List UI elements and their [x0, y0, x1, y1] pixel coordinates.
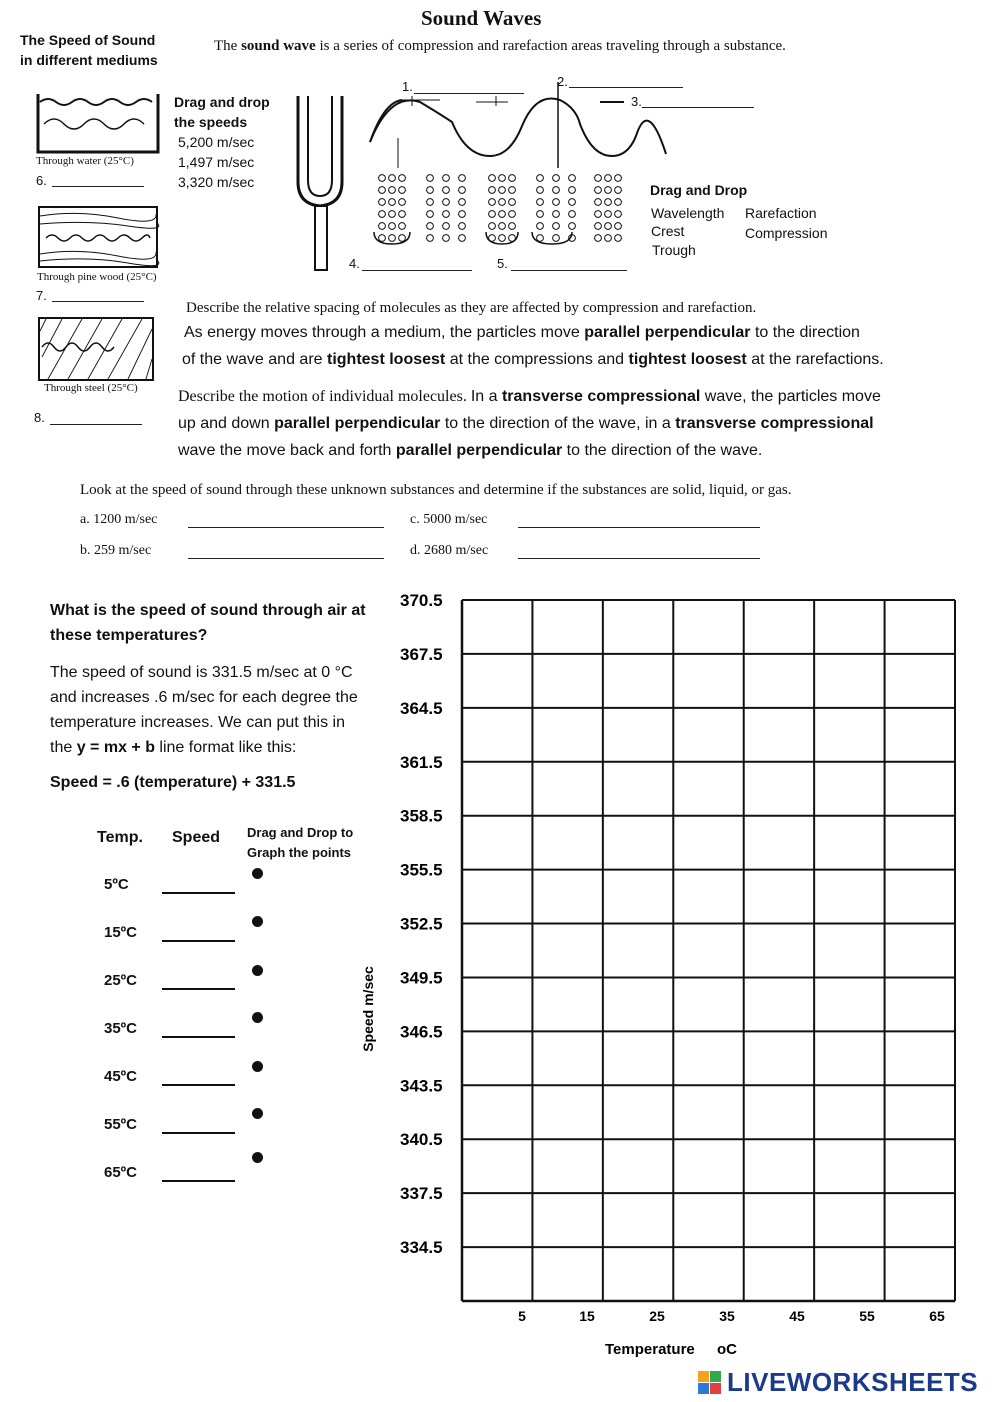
speed-option-5200[interactable]: 5,200 m/sec	[178, 134, 255, 150]
y-tick-label: 370.5	[400, 591, 443, 610]
choice-tightest[interactable]: tightest	[327, 351, 385, 368]
steel-illustration	[38, 317, 154, 381]
wave-blank-4[interactable]	[362, 270, 472, 271]
air-question: What is the speed of sound through air at these temperatures?	[50, 602, 366, 644]
answer-6-label: 6.	[36, 173, 47, 188]
temp-label: 25ºC	[104, 972, 137, 989]
wave-blank-1[interactable]	[414, 93, 524, 94]
speed-answer-blank[interactable]	[162, 1132, 235, 1134]
spacing-prompt: Describe the relative spacing of molecules as they are affected by compression and rarefaction.	[186, 300, 757, 316]
speed-temperature-graph[interactable]	[360, 585, 985, 1365]
y-tick-label: 334.5	[400, 1238, 443, 1258]
draggable-point[interactable]	[252, 1012, 263, 1023]
wave-blank-5[interactable]	[511, 270, 627, 271]
term-crest[interactable]: Crest	[651, 223, 685, 239]
speed-answer-blank[interactable]	[162, 940, 235, 942]
x-tick-label: 25	[649, 1308, 665, 1324]
y-tick-label: 352.5	[400, 914, 443, 934]
intro-text: The sound wave is a series of compression and rarefaction areas traveling through a substance.	[214, 38, 786, 54]
y-axis-label: Speed m/sec	[360, 966, 376, 1052]
drag-dots-instruction: Drag and Drop to Graph the points	[247, 825, 354, 860]
x-tick-label: 65	[929, 1308, 945, 1324]
spacing-line-2: of the wave and are tightest loosest at the compressions and tightest loosest at the rarefactions.	[182, 351, 884, 368]
answer-7-blank[interactable]	[52, 301, 144, 302]
y-tick-label: 340.5	[400, 1130, 443, 1150]
wood-caption: Through pine wood (25°C)	[37, 271, 157, 283]
motion-line-1: Describe the motion of individual molecules. In a transverse compressional wave, the particles move	[178, 388, 881, 405]
y-tick-label: 364.5	[400, 698, 443, 718]
choice-parallel-3[interactable]: parallel	[395, 442, 452, 459]
y-tick-label: 346.5	[400, 1022, 443, 1042]
mediums-heading: The Speed of Sound in different mediums	[20, 32, 158, 68]
x-axis-label: Temperature	[605, 1341, 695, 1358]
y-tick-label: 337.5	[400, 1184, 443, 1204]
y-tick-label: 361.5	[400, 752, 443, 772]
wave-label-1: 1.	[402, 79, 413, 94]
unknown-b-blank[interactable]	[188, 558, 384, 559]
choice-parallel[interactable]: parallel	[584, 324, 641, 341]
wave-label-4: 4.	[349, 256, 360, 271]
y-tick-label: 355.5	[400, 860, 443, 880]
choice-perpendicular-2[interactable]: perpendicular	[334, 415, 441, 432]
choice-perpendicular-3[interactable]: perpendicular	[456, 442, 563, 459]
unknown-a-label: a. 1200 m/sec	[80, 512, 158, 527]
choice-parallel-2[interactable]: parallel	[274, 415, 331, 432]
draggable-point[interactable]	[252, 916, 263, 927]
wave-blank-3[interactable]	[642, 107, 754, 108]
choice-transverse[interactable]: transverse	[501, 388, 583, 405]
wave-diagram	[290, 72, 670, 280]
unknown-c-blank[interactable]	[518, 527, 760, 528]
answer-7-label: 7.	[36, 288, 47, 303]
x-tick-label: 55	[859, 1308, 875, 1324]
draggable-point[interactable]	[252, 1152, 263, 1163]
draggable-point[interactable]	[252, 1108, 263, 1119]
spacing-line-1: As energy moves through a medium, the particles move parallel perpendicular to the direction	[184, 324, 860, 341]
y-tick-label: 349.5	[400, 968, 443, 988]
water-caption: Through water (25°C)	[36, 155, 134, 167]
term-compression[interactable]: Compression	[745, 225, 828, 241]
draggable-point[interactable]	[252, 1061, 263, 1072]
speed-answer-blank[interactable]	[162, 1084, 235, 1086]
temp-label: 5ºC	[104, 876, 129, 893]
choice-transverse-2[interactable]: transverse	[675, 415, 757, 432]
motion-line-2: up and down parallel perpendicular to the direction of the wave, in a transverse compressional	[178, 415, 874, 432]
wave-label-5: 5.	[497, 256, 508, 271]
speed-answer-blank[interactable]	[162, 892, 235, 894]
term-trough[interactable]: Trough	[652, 242, 696, 258]
choice-perpendicular[interactable]: perpendicular	[644, 324, 751, 341]
steel-caption: Through steel (25°C)	[44, 382, 138, 394]
speed-answer-blank[interactable]	[162, 1036, 235, 1038]
temp-label: 55ºC	[104, 1116, 137, 1133]
col-temp-header: Temp.	[97, 829, 143, 846]
wave-label-2: 2.	[557, 74, 568, 89]
term-rarefaction[interactable]: Rarefaction	[745, 205, 817, 221]
temp-label: 45ºC	[104, 1068, 137, 1085]
y-tick-label: 343.5	[400, 1076, 443, 1096]
term-wavelength[interactable]: Wavelength	[651, 205, 725, 221]
speed-option-3320[interactable]: 3,320 m/sec	[178, 174, 255, 190]
unknown-a-blank[interactable]	[188, 527, 384, 528]
pine-wood-illustration	[38, 206, 158, 268]
liveworksheets-logo: LIVEWORKSHEETS	[697, 1367, 978, 1398]
x-tick-label: 15	[579, 1308, 595, 1324]
unknown-b-label: b. 259 m/sec	[80, 543, 152, 558]
speed-answer-blank[interactable]	[162, 1180, 235, 1182]
wave-blank-2[interactable]	[569, 87, 683, 88]
x-tick-label: 35	[719, 1308, 735, 1324]
choice-compressional-2[interactable]: compressional	[760, 415, 874, 432]
unknowns-prompt: Look at the speed of sound through these unknown substances and determine if the substances are solid, liquid, or gas.	[80, 482, 792, 498]
choice-tightest-2[interactable]: tightest	[628, 351, 687, 368]
speeds-bank-heading: Drag and drop the speeds	[174, 94, 270, 130]
answer-6-blank[interactable]	[52, 186, 144, 187]
choice-loosest[interactable]: loosest	[389, 351, 446, 368]
unknown-d-label: d. 2680 m/sec	[410, 543, 489, 558]
col-speed-header: Speed	[172, 829, 221, 846]
unknown-c-label: c. 5000 m/sec	[410, 512, 488, 527]
speed-answer-blank[interactable]	[162, 988, 235, 990]
tuning-fork-icon	[298, 96, 342, 270]
wave-label-3: 3.	[631, 94, 642, 109]
temp-label: 35ºC	[104, 1020, 137, 1037]
draggable-point[interactable]	[252, 965, 263, 976]
page-title: Sound Waves	[421, 6, 542, 30]
temp-label: 65ºC	[104, 1164, 137, 1181]
temp-label: 15ºC	[104, 924, 137, 941]
x-axis-unit: oC	[717, 1341, 737, 1358]
x-tick-label: 5	[518, 1308, 526, 1324]
x-tick-label: 45	[789, 1308, 805, 1324]
y-tick-label: 367.5	[400, 644, 443, 664]
motion-line-3: wave the move back and forth parallel perpendicular to the direction of the wave.	[178, 442, 763, 459]
terms-bank-heading: Drag and Drop	[650, 182, 748, 198]
y-tick-label: 358.5	[400, 806, 443, 826]
speed-formula: Speed = .6 (temperature) + 331.5	[50, 774, 296, 791]
water-container-illustration	[36, 92, 160, 154]
draggable-point[interactable]	[252, 868, 263, 879]
liveworksheets-icon	[697, 1370, 723, 1396]
answer-8-blank[interactable]	[50, 424, 142, 425]
unknown-d-blank[interactable]	[518, 558, 760, 559]
answer-8-label: 8.	[34, 410, 45, 425]
air-paragraph: The speed of sound is 331.5 m/sec at 0 °C and increases .6 m/sec for each degree the temperature increases. We can put this in the y = mx + b line format like this:	[50, 664, 358, 756]
choice-compressional[interactable]: compressional	[587, 388, 701, 405]
speed-option-1497[interactable]: 1,497 m/sec	[178, 154, 255, 170]
choice-loosest-2[interactable]: loosest	[690, 351, 747, 368]
